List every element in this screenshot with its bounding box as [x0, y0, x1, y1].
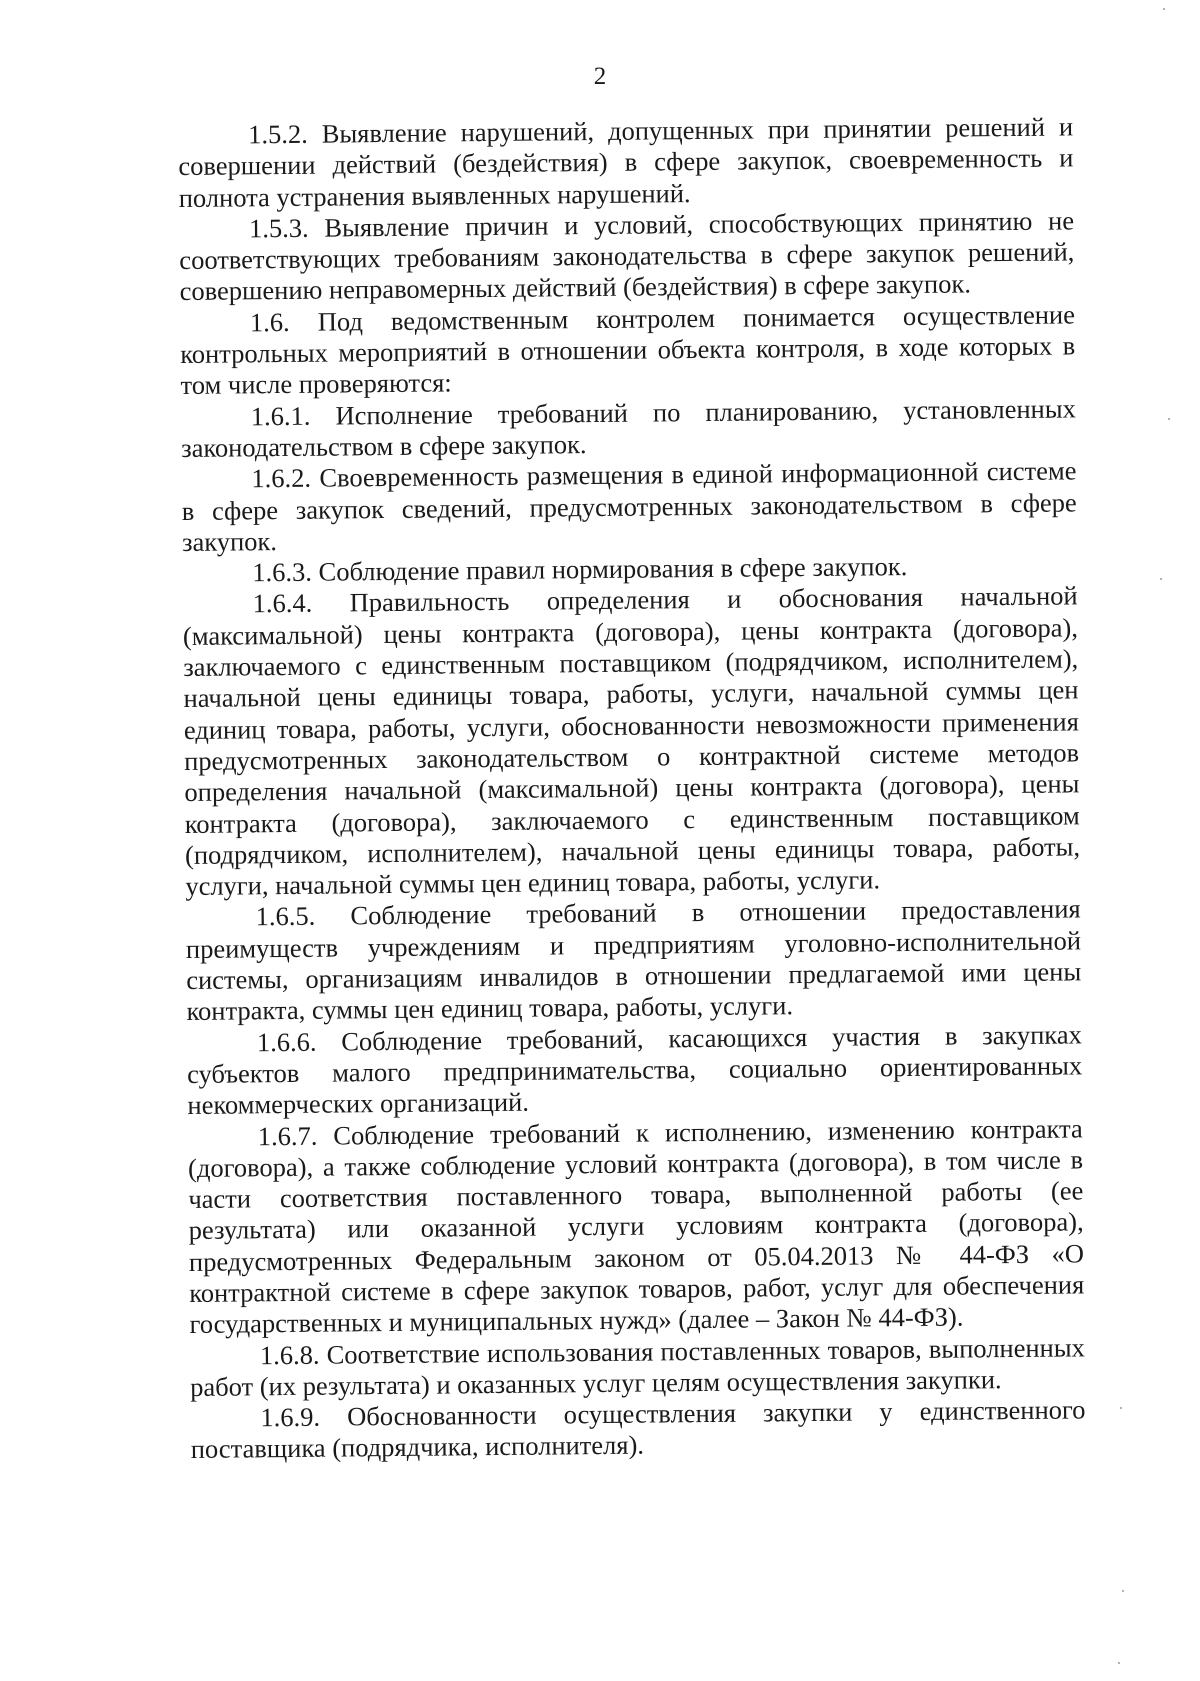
paragraph-1-6-4: 1.6.4. Правильность определения и обоснования начальной (максимальной) цены контракта (договора), цены контракта (договора), заключаемого с единственным поставщиком (подрядчиком, исполнителем), начальной цены единицы товара, работы, услуги, начальной суммы цен единиц товара, работы, услуги, обоснованности невозможности применения предусмотренных законодательством о контрактной системе методов определения начальной (максимальной) цены контракта (договора), цены контракта (договора), заключаемого с единственным поставщиком (подрядчиком, исполнителем), начальной цены единицы товара, работы, услуги, начальной суммы цен единиц товара, работы, услуги. [182, 580, 1081, 902]
paragraph-1-6-7: 1.6.7. Соблюдение требований к исполнению, изменению контракта (договора), а также соблюдение условий контракта (договора), в том числе в части соответствия поставленного товара, выполненной работы (ее результата) или оказанной услуги условиям контракта (договора), предусмотренных Федеральным законом от 05.04.2013 № 44-ФЗ «О контрактной системе в сфере закупок товаров, работ, услуг для обеспечения государственных и муниципальных нужд» (далее – Закон № 44-ФЗ). [187, 1112, 1085, 1340]
paragraph-1-6-6: 1.6.6. Соблюдение требований, касающихся участия в закупках субъектов малого предпринимательства, социально ориентированных некоммерческих организаций. [187, 1018, 1083, 1121]
paragraph-1-5-2: 1.5.2. Выявление нарушений, допущенных при принятии решений и совершении действий (бездействия) в сфере закупок, своевременность и полнота устранения выявленных нарушений. [178, 111, 1074, 213]
document-body [178, 111, 1086, 1465]
paragraph-1-6-9: 1.6.9. Обоснованности осуществления закупки у единственного поставщика (подрядчика, исполнителя). [190, 1394, 1086, 1465]
paragraph-1-6-8: 1.6.8. Соответствие использования поставленных товаров, выполненных работ (их результата) и оказанных услуг целям осуществления закупки. [190, 1331, 1085, 1402]
paragraph-1-5-3: 1.5.3. Выявление причин и условий, способствующих принятию не соответствующих требованиям законодательства в сфере закупок решений, совершению неправомерных действий (бездействия) в сфере закупок. [179, 205, 1075, 307]
scan-speck [1122, 1590, 1124, 1592]
scan-speck [1163, 8, 1165, 10]
paragraph-1-6-3: 1.6.3. Соблюдение правил нормирования в сфере закупок. [252, 551, 908, 588]
scan-speck [1120, 1407, 1122, 1409]
scan-speck [1168, 418, 1170, 420]
paragraph-1-6: 1.6. Под ведомственным контролем понимается осуществление контрольных мероприятий в отношении объекта контроля, в ходе которых в том числе проверяются: [180, 299, 1076, 401]
page-number: 2 [593, 63, 607, 90]
paragraph-1-6-5: 1.6.5. Соблюдение требований в отношении предоставления преимуществ учреждениям и предприятиям уголовно-исполнительной системы, организациям инвалидов в отношении предлагаемой ими цены контракта, суммы цен единиц товара, работы, услуги. [185, 893, 1082, 1027]
paragraph-1-6-1: 1.6.1. Исполнение требований по планированию, установленных законодательством в сфере закупок. [181, 393, 1076, 463]
scan-speck [1160, 578, 1162, 580]
paragraph-1-6-2: 1.6.2. Своевременность размещения в единой информационной системе в сфере закупок сведений, предусмотренных законодательством в сфере закупок. [181, 455, 1077, 557]
scan-speck [1118, 1662, 1120, 1664]
